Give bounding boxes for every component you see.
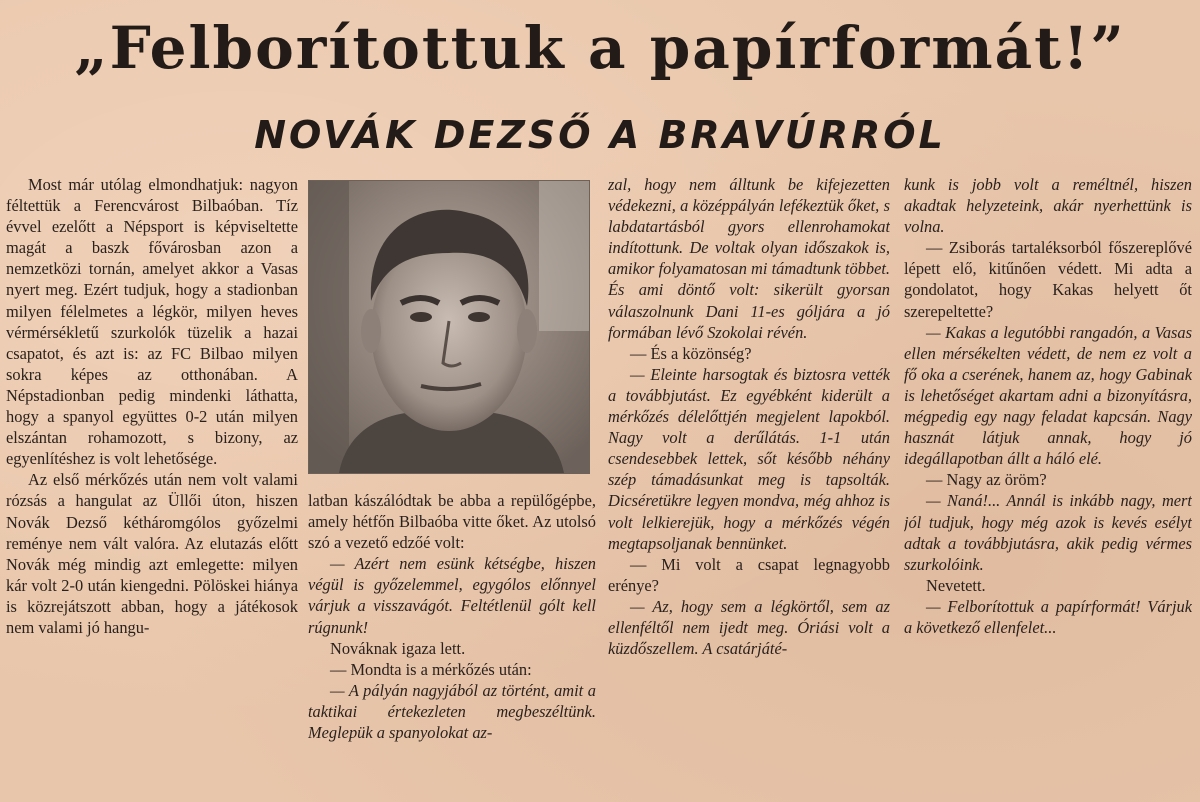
question-paragraph: — Mi volt a csapat legnagyobb erénye?	[608, 554, 890, 595]
quote-paragraph: — Kakas a legutóbbi rangadón, a Vasas ellen mérsékelten védett, de nem ez volt a fő oka a cserének, hanem az, hogy Gabinak is lehetőséget akartam adni a bizonyításra, mégpedig egy nagy feladat kapcsán. Nagy hasznát látjuk annak, hogy jó idegállapotban állt a háló elé.	[904, 322, 1192, 469]
paragraph: Nováknak igaza lett.	[330, 638, 466, 658]
portrait-image	[309, 181, 589, 473]
paragraph: latban kászálódtak be abba a repülőgépbe, amely hétfőn Bilbaóba vitte őket. Az utolsó szó a vezető edzőé volt:	[308, 491, 596, 553]
paragraph: Az első mérkőzés után nem volt valami rózsás a hangulat az Üllői úton, hiszen Novák Dezső kétháromgólos győzelmi reménye nem vált valóra. Az elutazás előtt Novák még mindig azt emlegette: milyen kár volt 2-0 után kiengedni. Pölöskei hiánya is közrejátszott abban, hogy a játékosok nem valami jó hangu-	[6, 470, 298, 637]
paragraph: Most már utólag elmondhatjuk: nagyon féltettük a Ferencvárost Bilbaóban. Tíz évvel ezelőtt a Népsport is képviseltette magát a baszk fővárosban azon a nemzetközi tornán, amelyet akkor a Vasas nyert meg. Ezért tudjuk, hogy a stadionban milyen félelmetes a légkör, milyen heves vérmérsékletű szurkolók tüzelik a hazai csapatot, és azt is: az FC Bilbao milyen sokra képes az otthonában. A Népstadionban pedig mindenki láthatta, hogy a spanyol együttes 0-2 után milyen elszántan rohamozott, s bizony, az egyenlítéshez is volt lehetősége.	[6, 175, 298, 469]
question-paragraph: — Nagy az öröm?	[926, 470, 1047, 490]
headline: „Felborítottuk a papírformát!”	[74, 14, 1126, 82]
article-column-1	[6, 174, 298, 800]
quote-paragraph: zal, hogy nem álltunk be kifejezetten védekezni, a középpályán lefékeztük őket, s labdatartásból gyors ellenrohamokat indítottunk. De voltak olyan időszakok is, amikor folyamatosan mi támadtunk többet. És ami döntő volt: sikerült gyorsan válaszolnunk Dani 11-es góljára a jó formában lévő Szokolai révén.	[608, 175, 890, 342]
quote-paragraph: — Eleinte harsogtak és biztosra vették a továbbjutást. Ez egyébként kiderült a mérkőzés délelőttjén megjelent lapokból. Nagy volt a derűlátás. 1-1 után csendesebbek lettek, sőt később néhány szép támadásunkat meg is tapsolták. Dicséretükre legyen mondva, még ahhoz is volt lelkierejük, hogy a mérkőzés végén megtapsoljanak bennünket.	[608, 364, 890, 553]
quote-paragraph: — Az, hogy sem a légkörtől, sem az ellenféltől nem ijedt meg. Óriási volt a küzdőszellem. A csatárjáté-	[608, 596, 890, 659]
article-column-4	[904, 174, 1192, 800]
quote-paragraph: — Azért nem esünk kétségbe, hiszen végül is győzelemmel, egygólos előnnyel várjuk a visszavágót. Feltétlenül gólt kell rúgnunk!	[308, 554, 596, 637]
subheadline: NOVÁK DEZSŐ A BRAVÚRRÓL	[254, 113, 946, 157]
quote-paragraph: kunk is jobb volt a reméltnél, hiszen akadtak helyzeteink, akár nyerhettünk is volna.	[904, 175, 1192, 237]
quote-paragraph: — Felborítottuk a papírformát! Várjuk a következő ellenfelet...	[904, 596, 1192, 637]
quote-paragraph: — Naná!... Annál is inkább nagy, mert jól tudjuk, hogy még azok is kevés esélyt adtak a továbbjutásra, akik pedig vérmes szurkolóink.	[904, 491, 1192, 574]
question-paragraph: — Zsiborás tartaléksorból főszereplővé lépett elő, kitűnően védett. Mi adta a gondolatot, hogy Kakas helyett őt szerepeltette?	[904, 238, 1192, 321]
article-column-2	[308, 490, 596, 800]
paragraph: — Mondta is a mérkőzés után:	[330, 659, 532, 679]
article-column-3	[608, 174, 890, 800]
portrait-photo	[308, 180, 590, 474]
paragraph: Nevetett.	[926, 575, 986, 595]
question-paragraph: — És a közönség?	[630, 343, 752, 363]
quote-paragraph: — A pályán nagyjából az történt, amit a taktikai értekezleten megbeszéltünk. Meglepük a spanyolokat az-	[308, 680, 596, 743]
